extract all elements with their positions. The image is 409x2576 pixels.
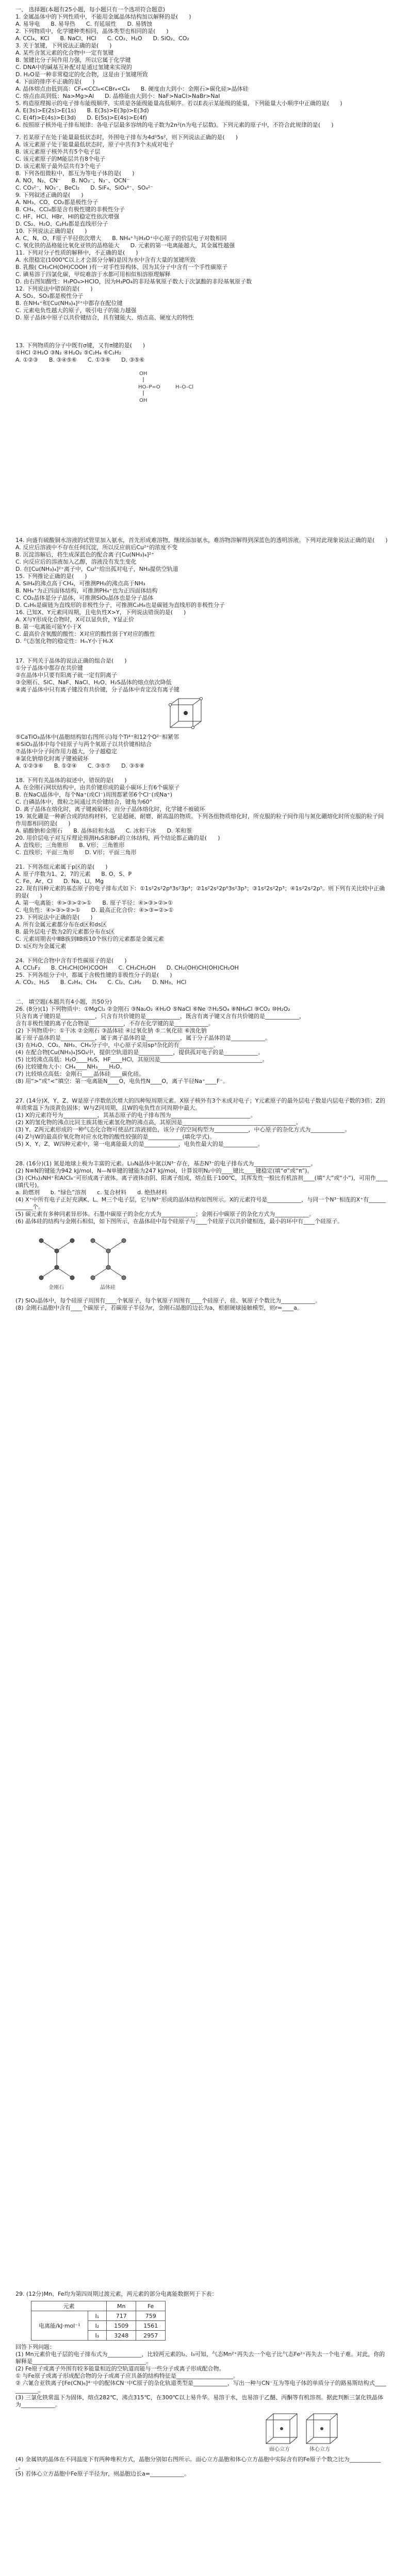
block-fill-4 bbox=[15, 2291, 388, 2298]
text-line: C. 元素周期表中ⅢB族到ⅡB族10个纵行的元素都是金属元素 bbox=[15, 936, 164, 942]
text-line: 一、 选择题(本题有25小题，每小题只有一个选项符合题意) bbox=[15, 6, 166, 13]
text-line: C. 熔点由高到低：Na>Mg>Al D. 晶格能由大到小：NaF>NaCl>NaBr>NaI bbox=[15, 93, 220, 99]
text-line: A. 在金刚石网状结构中，由共价键形成的最小碳环上有6个碳原子 bbox=[15, 784, 180, 791]
table-cell: 2957 bbox=[136, 2331, 166, 2341]
text-line: 7. 若某原子在处于能量最低状态时，外围电子排布为4d¹5s²，则下列说法正确的是( ) bbox=[15, 134, 238, 141]
text-line: D. CS₂、H₂O、C₂H₂都是直线形分子 bbox=[15, 221, 108, 227]
text-line: C. 电负性：④>③>②>① D. 最高正化合价：④>③=②>① bbox=[15, 907, 174, 913]
text-line: A. 水很稳定(1000℃以上才会部分分解)是因为水中含有大量的氢键所致 bbox=[15, 257, 196, 263]
text-line: (5) 比较沸点高低：H₂O____H₂S，HF____HCl，其原因是____________________________________。 bbox=[15, 1056, 268, 1063]
text-line: ② 六氰合亚铁离子[Fe(CN)₆]⁴⁻中的配体CN⁻中C原子的杂化轨道类型是____________，写出一种与CN⁻互为等电子体的单质分子的路易斯结构式____________。 bbox=[15, 2380, 386, 2394]
table-row bbox=[31, 2301, 166, 2311]
text-line: A. 该元素原子处于能量最低状态时，原子中共有3个未成对电子 bbox=[15, 141, 174, 148]
text-line: ①分子晶体中都存在共价键 bbox=[15, 665, 83, 671]
text-line: (2) 下列物质中：①干冰 ②金刚石 ③晶体硅 ④过氧化钠 ⑤二氧化硅 ⑥溴化钠 bbox=[15, 1027, 207, 1034]
svg-text:H–O–Cl: H–O–Cl bbox=[175, 384, 194, 390]
text-line: 26. (8分)(1) 下列物质中：①MgCl₂ ②金刚石 ③Na₂O₂ ④H₂O ⑤NaCl ⑥Ne ⑦H₂SO₄ ⑧NH₄Cl ⑨CO₂ ⑩H₂O₂ bbox=[15, 1006, 290, 1012]
text-line: 17. 下列关于晶体的说法正确的组合是( ) bbox=[15, 657, 127, 664]
text-line: 5. 构造原理揭示的电子排布能级顺序，实质是各能级能量高低顺序。若以E表示某能级的能量，下列能量大小顺序中正确的是( ) bbox=[15, 100, 342, 107]
text-line: B. 氢键比分子间作用力强，所以它属于化学键 bbox=[15, 57, 131, 63]
text-line: A. SiH₄的沸点高于CH₄，可推测PH₃的沸点高于NH₃ bbox=[15, 580, 145, 587]
text-line: B. 第一电离能可能Y小于X bbox=[15, 623, 81, 630]
text-line: C. 元素电负性越大的原子，吸引电子的能力越强 bbox=[15, 307, 137, 314]
text-line: (1) X的元素符号为____________，其基态原子的电子排布图为____________________________。 bbox=[15, 1112, 256, 1118]
text-line: A. E(3s)>E(2s)>E(1s) B. E(3s)>E(3p)>E(3d) bbox=[15, 107, 149, 114]
text-line: 15. 下列推论正确的是( ) bbox=[15, 573, 87, 580]
text-line: 23. 下列说法中正确的是( ) bbox=[15, 914, 93, 921]
diamond-lattice-b bbox=[91, 1239, 126, 1280]
text-line: A. 硝酸钠和金刚石 B. 晶体硅和水晶 C. 冰和干冰 D. 苯和萘 bbox=[15, 827, 192, 834]
text-line: ①HCl ②H₂O ③N₂ ④H₂O₂ ⑤C₂H₄ ⑥C₂H₂ bbox=[15, 349, 121, 356]
text-line: 6. 按照原子核外电子排布规律：各电子层最多容纳的电子数为2n²(n为电子层数)。下列元素的原子中，不符合此规律的是( ) bbox=[15, 122, 334, 128]
text-line: 22. 现有四种元素的基态原子的电子排布式如下：①1s²2s²2p⁶3s²3p⁴；②1s²2s²2p⁶3s²3p³；③1s²2s²2p³；④1s²2s²2p⁵。则下列有关比较中正确的是( ) bbox=[15, 885, 385, 899]
text-line: A. SO₂、SO₃都是极性分子 bbox=[15, 293, 84, 299]
table-cell: 1509 bbox=[107, 2321, 136, 2331]
text-line: D. H₂O是一种非常稳定的化合物，这是由于氢键所致 bbox=[15, 71, 148, 78]
text-line: D. 离子晶体在熔化时，离子键被破坏；而分子晶体熔化时，化学键不被破坏 bbox=[15, 806, 205, 812]
fe-caption-a: 面心立方 bbox=[269, 2447, 290, 2452]
block-choice-4 bbox=[15, 537, 388, 645]
table-cell: I₂ bbox=[88, 2321, 107, 2331]
text-line: C. 向反应后的溶液加入乙醇，溶液没有发生变化 bbox=[15, 558, 137, 565]
text-line: A. 直线形；三角锥形 B. V形；三角锥形 bbox=[15, 842, 125, 849]
text-line: C. CO₃²⁻、NO₃⁻、BeCl₂ D. SiF₄、SiO₄⁴⁻、SO₄²⁻ bbox=[15, 184, 154, 191]
text-line: 10. 下列说法正确的是( ) bbox=[15, 228, 87, 234]
svg-text:OH: OH bbox=[139, 371, 148, 377]
table-row-label: 电离能/kJ·mol⁻¹ bbox=[31, 2311, 88, 2341]
text-line: ⑤CaTiO₃晶体中(晶胞结构如右图所示)每个Ti⁴⁺和12个O²⁻相紧邻 bbox=[15, 734, 179, 740]
text-line: C. HF、HCl、HBr、HI的稳定性依次增强 bbox=[15, 213, 120, 220]
text-line: A. 原子序数为1、2、7的元素 B. O、S、P bbox=[15, 871, 132, 877]
text-line: B. 乳酸( CH₃CH(OH)COOH )有一对手性异构体，因为其分子中含有一个手性碳原子 bbox=[15, 264, 228, 270]
text-line: (3) (CH₃)₃NH⁺和AlCl₄⁻可形成离子液体。离子液体由阴、阳离子组成，熔点低于100℃，其挥发性一般比有机溶剂____(填“大”或“小”)，可用作____(填代号)。 bbox=[15, 1175, 387, 1189]
text-line: 25. 下列各组分子中，都属于含极性键的非极性分子的是( ) bbox=[15, 972, 172, 978]
text-line: (2) N≡N的键能为942 kJ/mol，N—N单键的键能为247 kJ/mol，计算说明N₂中的____键比____键稳定(填“σ”或“π”)。 bbox=[15, 1167, 313, 1174]
text-line: C. 直线形；平面三角形 D. V形；平面三角形 bbox=[15, 849, 137, 856]
table-row bbox=[31, 2311, 166, 2321]
text-line: (8) 用“>”或“<”填空：第一电离能N____O，电负性N____O，离子半径Na⁺____F⁻。 bbox=[15, 1078, 228, 1084]
text-line: (4) 金属铁的晶体在不同温度下有两种堆积方式，晶胞分别如右图所示。面心立方晶胞和体心立方晶胞中实际含有的Fe原子个数之比为____________。 bbox=[15, 2456, 381, 2470]
diamond-lattice-a bbox=[39, 1239, 74, 1280]
text-line: 28. (16分)(1) 氮是地球上极为丰富的元素。Li₃N晶体中氮以N³⁻存在，基态N³⁻的电子排布式为____________________。 bbox=[15, 1160, 317, 1167]
text-line: B. 沉淀溶解后，将生成深蓝色的配合离子[Cu(NH₃)₄]²⁺ bbox=[15, 551, 154, 558]
text-line: 回答下列问题： bbox=[15, 2344, 55, 2350]
text-line: ②在晶体中只要有阳离子就一定有阴离子 bbox=[15, 672, 117, 679]
text-line: C. CO₂晶体是分子晶体，可推测SiO₂晶体也是分子晶体 bbox=[15, 595, 154, 601]
text-line: C. E(4f)>E(4s)>E(3d) D. E(5s)>E(4s)>E(4f) bbox=[15, 114, 148, 121]
table-cell: 1561 bbox=[136, 2321, 166, 2331]
text-line: C. 白磷晶体中，微粒之间通过共价键结合，键角为60° bbox=[15, 799, 153, 805]
acid-structure-figure bbox=[134, 368, 211, 404]
text-line: 含有非极性键的离子化合物是____________，不存在化学键的是____________。 bbox=[15, 1020, 214, 1027]
text-line: B. 在NH₄⁺和[Cu(NH₃)₄]²⁺中都存在配位键 bbox=[15, 300, 123, 307]
text-line: A. ①②③ B. ③④⑤⑥ C. ①③⑥ D. ③⑤⑥ bbox=[15, 357, 145, 363]
block-fill-4c bbox=[15, 2456, 388, 2478]
text-line: D. 在[Cu(NH₃)₄]²⁺离子中，Cu²⁺给出孤对电子，NH₃提供空轨道 bbox=[15, 566, 178, 572]
text-line: B. NH₄⁺为正四面体结构，可推测PH₄⁺也为正四面体结构 bbox=[15, 587, 158, 594]
text-line: 24. 下列化合物中含有手性碳原子的是( ) bbox=[15, 957, 127, 964]
text-line: (8) 金刚石晶胞中含有____个碳原子，若碳原子半径为r，金刚石晶胞的边长为a，根据硬球接触模型，则r=____a。 bbox=[15, 1304, 303, 1311]
table-header-fe: Fe bbox=[136, 2301, 166, 2311]
text-line: 属于原子晶体的是____________，属于离子晶体的是____________，属于分子晶体的是____________。 bbox=[15, 1035, 271, 1041]
diamond-structure-figure bbox=[31, 1230, 134, 1292]
text-line: 12. 下列说法中错误的是( ) bbox=[15, 285, 93, 292]
ionization-energy-table bbox=[31, 2301, 166, 2341]
text-line: D. 原子晶体中原子以共价键结合，具有键能大、熔点高、硬度大的特性 bbox=[15, 314, 194, 321]
block-fill-4b bbox=[15, 2344, 388, 2409]
table-cell: 759 bbox=[136, 2311, 166, 2321]
text-line: (3) Y、Z两元素形成的一种气态化合物可使品红溶液褪色，该分子的空间构型为____________，中心原子的杂化方式为____________。 bbox=[15, 1126, 351, 1133]
text-line: A. 易导电 B. 易导热 C. 有延展性 D. 易锈蚀 bbox=[15, 21, 152, 27]
block-choice-3 bbox=[15, 342, 388, 364]
text-line: C. 碘易溶于四氯化碳，甲烷难溶于水都可用相似相溶原理解释 bbox=[15, 271, 171, 278]
text-line: C. Fe、Ar、Cl D. Na、Li、Mg bbox=[15, 878, 104, 885]
text-line: D. s区均为金属元素 bbox=[15, 943, 67, 950]
text-line: ⑧氯化钠熔化时离子键被破坏 bbox=[15, 755, 89, 762]
text-line: A. 晶体熔点由低到高：CF₄<CCl₄<CBr₄<CI₄ B. 硬度由大到小：金刚石>碳化硅>晶体硅 bbox=[15, 86, 249, 92]
table-cell: 717 bbox=[107, 2311, 136, 2321]
table-header-mn: Mn bbox=[107, 2301, 136, 2311]
text-line: A. CCl₄、KCl B. NaCl、HCl C. CO₂、H₂O D. SiO₂、CO₂ bbox=[15, 35, 189, 42]
table-cell: 3248 bbox=[107, 2331, 136, 2341]
block-choice-8 bbox=[15, 957, 388, 986]
text-line: B. CH₄、CCl₄都是含有极性键的非极性分子 bbox=[15, 206, 125, 213]
text-line: 27. (14分)X、Y、Z、W是原子序数依次增大的四种短周期元素。X原子核外有3个未成对电子；Y元素原子的最外层电子数是内层电子数的3倍；Z的单质常温下为淡黄色固体；W与Z同周期，且W的电负性在同周期中最大。 bbox=[15, 1097, 386, 1111]
text-line: ③金刚石、SiC、NaF、NaCl、H₂O、H₂S晶体的熔点依次降低 bbox=[15, 679, 172, 686]
fe-unit-cells-figure bbox=[263, 2412, 340, 2453]
text-line: 只含有离子键的是____________，只含有共价键的是____________，既含有离子键又含有共价键的是____________， bbox=[15, 1013, 305, 1020]
text-line: 16. 已知X、Y元素同周期，且电负性X>Y，下列说法错误的是( ) bbox=[15, 609, 186, 616]
block-choice-5 bbox=[15, 657, 388, 693]
text-line: (2) Fe原子或离子外围有较多能量相近的空轨道而能与一些分子或离子形成配合物。 bbox=[15, 2365, 225, 2372]
text-line: (3) 在H₂O、CO₂、NH₃、CH₄分子中，中心原子采用sp³杂化的有____________。 bbox=[15, 1042, 219, 1048]
text-line: (6) 晶体硅的结构与金刚石相似，如下图所示，在晶体硅中每个硅原子与____个硅原子以共价键相连，最小的环中有____个硅原子。 bbox=[15, 1218, 343, 1225]
text-line: A. X与Y形成化合物时，X可以显负价，Y显正价 bbox=[15, 616, 134, 623]
block-fill-3 bbox=[15, 1160, 388, 1225]
text-line: 14. 向盛有硫酸铜水溶液的试管里加入氨水，首先形成难溶物，继续添加氨水，难溶物溶解得到深蓝色的透明溶液。下列对此现象说法正确的是( ) bbox=[15, 537, 388, 544]
text-line: A. NO、N₂、CN⁻ B. NO₂⁻、N₃⁻、OCN⁻ bbox=[15, 177, 130, 184]
text-line: (6) 比较键角大小：CH₄____NH₃____H₂O。 bbox=[15, 1063, 126, 1070]
text-line: A. NH₃、CO、CO₂都是极性分子 bbox=[15, 199, 99, 206]
fe-caption-b: 体心立方 bbox=[309, 2447, 330, 2452]
block-fill-1 bbox=[15, 998, 388, 1085]
text-line: 2. 下列物质中，化学键种类相同，晶体类型也相同的是( ) bbox=[15, 28, 169, 35]
text-line: C. 该元素原子的M能层共有8个电子 bbox=[15, 156, 106, 162]
text-line: ① 与Fe原子或离子形成配合物的分子或离子应具备的结构特征是____________________。 bbox=[15, 2372, 239, 2379]
text-line: (5) X、Y、Z、W四种元素中，第一电离能最大的是____________，电负性最大的是____________。 bbox=[15, 1141, 264, 1147]
text-line: A. 第一电离能：④>③>②>① B. 原子半径：④>③>②>① bbox=[15, 900, 173, 906]
block-choice-6 bbox=[15, 777, 388, 856]
text-line: D. 该元素原子最外层共有3个电子 bbox=[15, 163, 101, 170]
text-line: 19. 氮化硼是一种新合成的结构材料，它是超硬、耐磨、耐高温的物质。下列各组物质熔化时，所克服的粒子间作用与氮化硼熔化时所克服的粒子间作用都相同的是( ) bbox=[15, 813, 384, 827]
catio3-cell-figure bbox=[165, 696, 211, 732]
text-line: ⑦晶体中分子间作用力越大，分子越稳定 bbox=[15, 748, 117, 755]
text-line: (2) X的氢化物的沸点比同主族其他元素氢化物的沸点高，其原因是________________________________________。 bbox=[15, 1119, 302, 1126]
text-line: A. CO₂、H₂S B. C₂H₄、CH₄ C. Cl₂、C₂H₂ D. NH₃、HCl bbox=[15, 979, 187, 986]
svg-text:HO–P=O: HO–P=O bbox=[138, 384, 160, 390]
text-line: D. C₂H₆是碳链为直线形的非极性分子，可推测C₃H₈也是碳链为直线形的非极性分子 bbox=[15, 602, 225, 608]
text-line: 11. 下列对分子性质的解释中，不正确的是( ) bbox=[15, 249, 138, 256]
text-line: 9. 下列叙述正确的是( ) bbox=[15, 192, 84, 198]
text-line: C. DNA中的碱基互补配对是通过氢键来实现的 bbox=[15, 64, 132, 71]
text-line: D. 气态氢化物的稳定性：HₘY小于HₙX bbox=[15, 638, 113, 645]
block-fill-3b bbox=[15, 1297, 388, 1312]
text-line: (7) SiO₂晶体中，每个硅原子周围有____个氧原子，每个氧原子周围有____个硅原子，硅、氧原子个数比为____________。 bbox=[15, 1297, 321, 1304]
diamond-caption-b: 晶体硅 bbox=[100, 1285, 116, 1291]
text-line: 8. 下列各组微粒中，都互为等电子体的是( ) bbox=[15, 170, 135, 177]
text-line: 4. 下面的排序不正确的是( ) bbox=[15, 78, 95, 85]
table-cell: I₁ bbox=[88, 2311, 107, 2321]
text-line: a. 助燃剂 b. “绿色”溶剂 c. 复合材料 d. 绝热材料 bbox=[15, 1189, 168, 1196]
text-line: (5) 碳元素有多种同素异形体。石墨中碳原子的杂化方式为____________；金刚石中碳原子的杂化方式为____________。 bbox=[15, 1211, 315, 1217]
text-line: B. 在NaCl晶体中，每个Na⁺(或Cl⁻)周围都紧邻6个Cl⁻(或Na⁺) bbox=[15, 791, 173, 798]
text-line: 20. 用价层电子对互斥理论预测H₂S和BF₃的立体结构，两个结论都正确的是( ) bbox=[15, 835, 220, 841]
text-line: A. ①②③⑥ B. ①②④ C. ③⑤⑦ D. ③⑤⑧ bbox=[15, 762, 145, 769]
text-line: A. 某些含氢元素的化合物中一定有氢键 bbox=[15, 49, 114, 56]
text-line: A. C、N、O、F原子半径依次增大 B. NH₄⁺与H₃O⁺中心原子的价层电子对数相同 bbox=[15, 235, 227, 242]
text-line: A. 所有金属元素都分布在d区和ds区 bbox=[15, 921, 107, 928]
text-line: 29. (12分)Mn、Fe均为第四周期过渡元素，两元素的部分电离能数据列于下表： bbox=[15, 2291, 218, 2297]
text-line: ④离子晶体中只有离子键没有共价键，分子晶体中肯定没有离子键 bbox=[15, 686, 179, 693]
svg-text:OH: OH bbox=[139, 398, 148, 403]
text-line: 21. 下列各组元素属于p区的是( ) bbox=[15, 863, 108, 870]
text-line: A. 反应后溶液中不存在任何沉淀，所以反应前后Cu²⁺的浓度不变 bbox=[15, 544, 178, 551]
text-line: B. 该元素原子核外共有5个电子层 bbox=[15, 148, 101, 155]
text-line: (4) X⁺中所有电子正好充满K、L、M三个电子层，它与N³⁻形成的晶体结构如图所示。X的元素符号是____________，与同一个N³⁻相连的X⁺有____________个。 bbox=[15, 1196, 386, 1210]
diamond-caption-a: 金刚石 bbox=[48, 1285, 64, 1291]
text-line: (7) 比较熔点高低：金刚石____晶体硅____碳化硅。 bbox=[15, 1071, 145, 1077]
text-line: 二、 填空题(本题共有4小题，共50分) bbox=[15, 998, 112, 1005]
block-choice-5b bbox=[15, 734, 388, 770]
table-header-element: 元素 bbox=[31, 2301, 107, 2311]
text-line: 3. 关于氢键，下列说法正确的是( ) bbox=[15, 42, 112, 49]
text-line: ⑥SiO₂晶体中每个硅原子与两个氧原子以共价键相结合 bbox=[15, 741, 152, 748]
text-line: (4) Z与W的最高价氧化物对应水化物的酸性较强的是____________(填化学式)。 bbox=[15, 1133, 216, 1140]
text-line: (4) 在配合物[Cu(NH₃)₄]SO₄中，提供空轨道的是____________，提供孤对电子的是____________。 bbox=[15, 1049, 264, 1056]
block-choice-2 bbox=[15, 134, 388, 321]
text-line: C. 最高价含氧酸的酸性：X对应的酸性弱于Y对应的酸性 bbox=[15, 631, 155, 637]
text-line: 18. 下列有关晶体的叙述中，错误的是( ) bbox=[15, 777, 127, 784]
text-line: B. 最外层电子数为2的元素都分布在s区 bbox=[15, 928, 115, 935]
text-line: (3) 三氯化铁常温下为固体，熔点282℃，沸点315℃，在300℃以上易升华。易溶于水，也易溶于乙醚、丙酮等有机溶剂。据此判断三氯化铁晶体为____________。 bbox=[15, 2394, 384, 2408]
table-cell: I₃ bbox=[88, 2331, 107, 2341]
block-choice-1 bbox=[15, 6, 388, 129]
text-line: A. CCl₂F₂ B. CH₃CH(OH)COOH C. CH₃CH₂OH D. CH₂(OH)CH(OH)CH₂OH bbox=[15, 964, 239, 971]
text-line: (1) Mn元素价电子层的电子排布式为____________，比较两元素的I₂、I₃可知，气态Mn²⁺再失去一个电子比气态Fe²⁺再失去一个电子难。对此，你的解释是________________________________________。 bbox=[15, 2351, 385, 2365]
block-fill-2 bbox=[15, 1097, 388, 1148]
text-line: 1. 金属晶体中的下列性质中，不能用金属晶体结构加以解释的是( ) bbox=[15, 13, 191, 20]
text-line: 13. 下列物质的分子中既有σ键，又有π键的是( ) bbox=[15, 342, 145, 349]
text-line: D. 由右图知酸性：H₃PO₄>HClO，因为H₃PO₄的非羟基氧原子数大于次氯酸的非羟基氧原子数 bbox=[15, 278, 252, 285]
text-line: C. 氧化铁的晶格能比氧化亚铁的晶格能大 D. 元素的第一电离能越大，其金属性越强 bbox=[15, 242, 235, 249]
text-line: (5) 若体心立方晶胞中Fe原子半径为r，则晶胞边长a=____________。 bbox=[15, 2470, 190, 2477]
block-choice-7 bbox=[15, 863, 388, 950]
